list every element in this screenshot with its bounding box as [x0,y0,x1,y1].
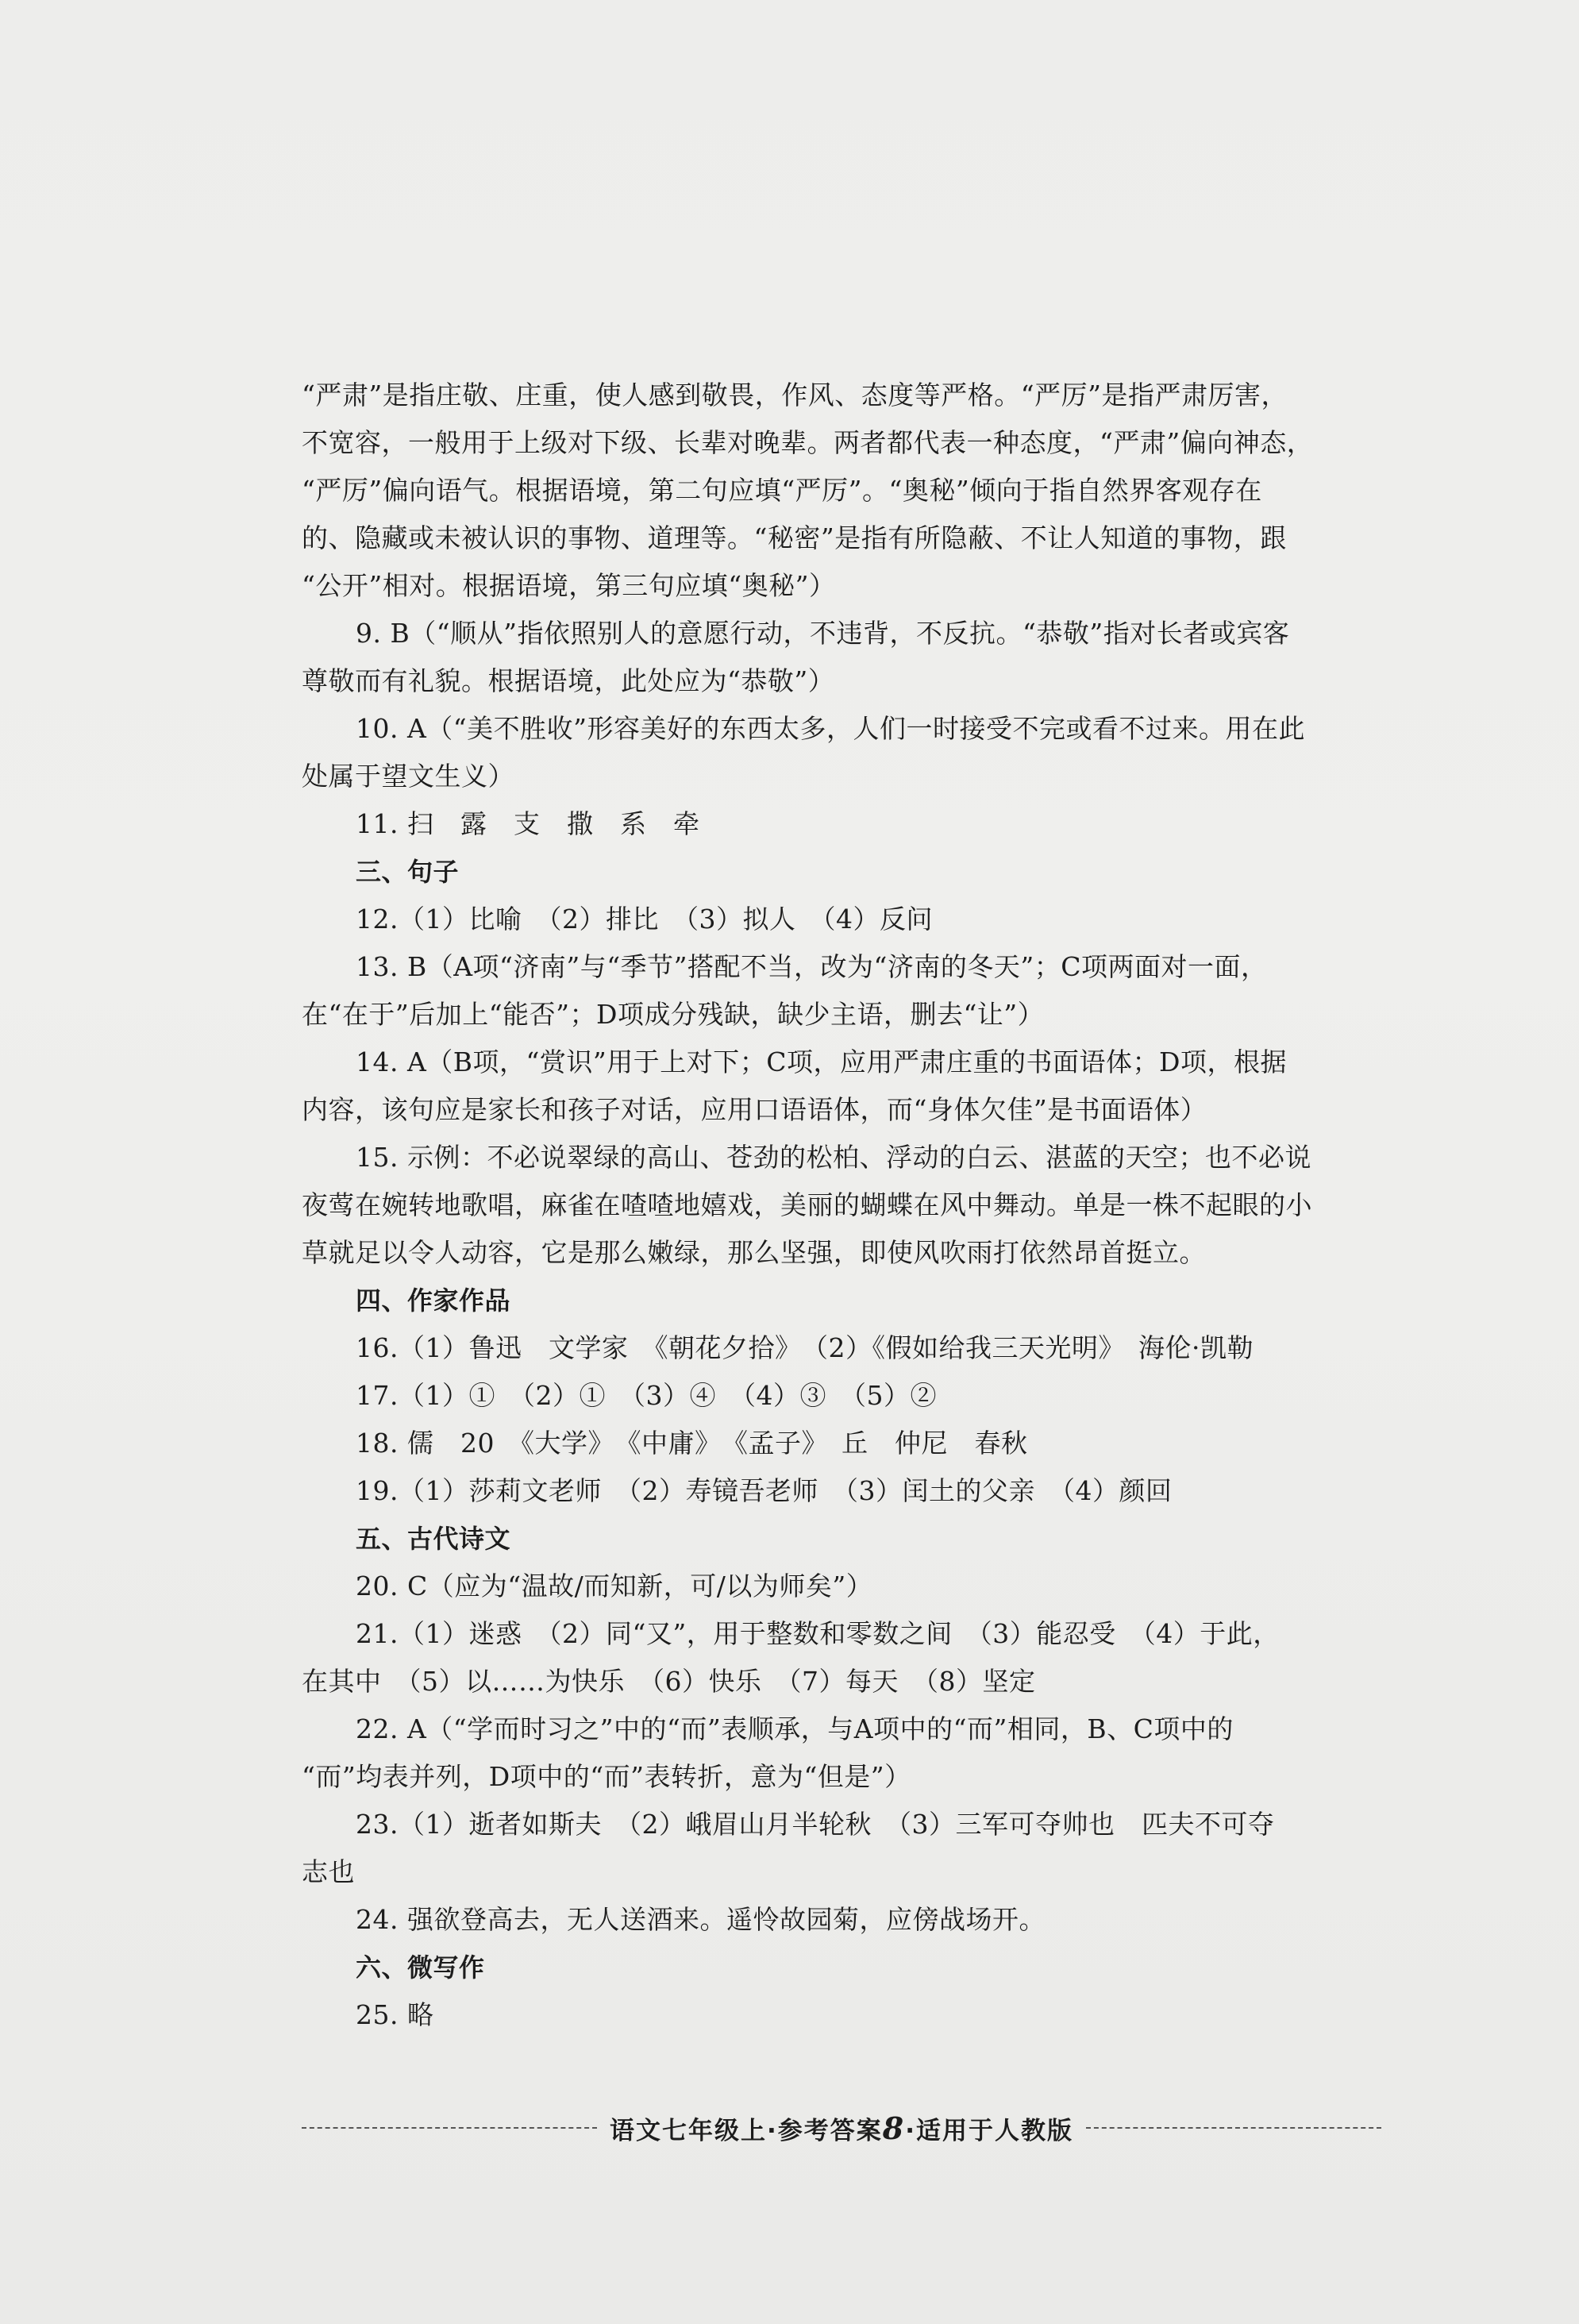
footer-dashed-rule-right [1086,2127,1381,2129]
answer-item-17: 17.（1）① （2）① （3）④ （4）③ （5）② [356,1380,937,1411]
page-footer [302,2108,1381,2148]
text-line: 草就足以令人动容，它是那么嫩绿，那么坚强，即使风吹雨打依然昂首挺立。 [302,1237,1206,1268]
page-number: 8 [882,2110,906,2146]
answer-item-21: 21.（1）迷惑 （2）同“又”，用于整数和零数之间 （3）能忍受 （4）于此， [356,1618,1280,1649]
answer-text-body [302,372,1381,2039]
footer-book-title: 语文七年级上·参考答案 [610,2116,883,2145]
answer-item-12: 12.（1）比喻 （2）排比 （3）拟人 （4）反问 [356,904,933,935]
answer-item-19: 19.（1）莎莉文老师 （2）寿镜吾老师 （3）闰土的父亲 （4）颜回 [356,1475,1173,1506]
text-line: 夜莺在婉转地歌唱，麻雀在喳喳地嬉戏，美丽的蝴蝶在风中舞动。单是一株不起眼的小 [302,1189,1312,1220]
section-heading-micro-writing: 六、微写作 [356,1952,485,1983]
text-line: 不宽容，一般用于上级对下级、长辈对晚辈。两者都代表一种态度，“严肃”偏向神态， [302,427,1314,458]
answer-item-20: 20. C（应为“温故/而知新，可/以为师矣”） [356,1571,873,1601]
answer-item-23: 23.（1）逝者如斯夫 （2）峨眉山月半轮秋 （3）三军可夺帅也 匹夫不可夺 [356,1809,1275,1840]
text-line: 志也 [302,1856,355,1887]
section-heading-authors-works: 四、作家作品 [356,1285,511,1316]
text-line: 在“在于”后加上“能否”；D项成分残缺，缺少主语，删去“让”） [302,999,1045,1030]
answer-item-24: 24. 强欲登高去，无人送酒来。遥怜故园菊，应傍战场开。 [356,1904,1046,1935]
answer-item-9: 9. B（“顺从”指依照别人的意愿行动，不违背，不反抗。“恭敬”指对长者或宾客 [356,618,1290,649]
text-line: “严厉”偏向语气。根据语境，第二句应填“严厉”。“奥秘”倾向于指自然界客观存在 [302,475,1262,506]
text-line: “公开”相对。根据语境，第三句应填“奥秘”） [302,570,836,601]
footer-edition: ·适用于人教版 [905,2116,1074,2145]
text-line: “而”均表并列，D项中的“而”表转折，意为“但是”） [302,1761,911,1792]
text-line: “严肃”是指庄敬、庄重，使人感到敬畏，作风、态度等严格。“严厉”是指严肃厉害， [302,380,1288,410]
footer-dashed-rule-left [302,2127,597,2129]
answer-item-16: 16.（1）鲁迅 文学家 《朝花夕拾》 （2）《假如给我三天光明》 海伦·凯勒 [356,1332,1254,1363]
text-line: 的、隐藏或未被认识的事物、道理等。“秘密”是指有所隐蔽、不让人知道的事物，跟 [302,522,1287,553]
text-line: 内容，该句应是家长和孩子对话，应用口语语体，而“身体欠佳”是书面语体） [302,1094,1207,1125]
answer-item-15: 15. 示例：不必说翠绿的高山、苍劲的松柏、浮动的白云、湛蓝的天空；也不必说 [356,1142,1311,1173]
text-line: 在其中 （5）以……为快乐 （6）快乐 （7）每天 （8）坚定 [302,1666,1036,1697]
answer-item-14: 14. A（B项，“赏识”用于上对下；C项，应用严肃庄重的书面语体；D项，根据 [356,1046,1288,1077]
answer-item-13: 13. B（A项“济南”与“季节”搭配不当，改为“济南的冬天”；C项两面对一面， [356,951,1268,982]
footer-caption [597,2110,1086,2146]
answer-item-25: 25. 略 [356,1999,434,2030]
text-line: 尊敬而有礼貌。根据语境，此处应为“恭敬”） [302,665,835,696]
answer-item-10: 10. A（“美不胜收”形容美好的东西太多，人们一时接受不完或看不过来。用在此 [356,713,1306,744]
section-heading-ancient-poetry: 五、古代诗文 [356,1524,511,1554]
answer-item-18: 18. 儒 20 《大学》 《中庸》 《孟子》 丘 仲尼 春秋 [356,1428,1028,1459]
answer-item-22: 22. A（“学而时习之”中的“而”表顺承，与A项中的“而”相同，B、C项中的 [356,1713,1234,1744]
text-line: 处属于望文生义） [302,761,514,792]
answer-item-11: 11. 扫 露 支 撒 系 牵 [356,808,700,839]
section-heading-sentences: 三、句子 [356,857,460,887]
